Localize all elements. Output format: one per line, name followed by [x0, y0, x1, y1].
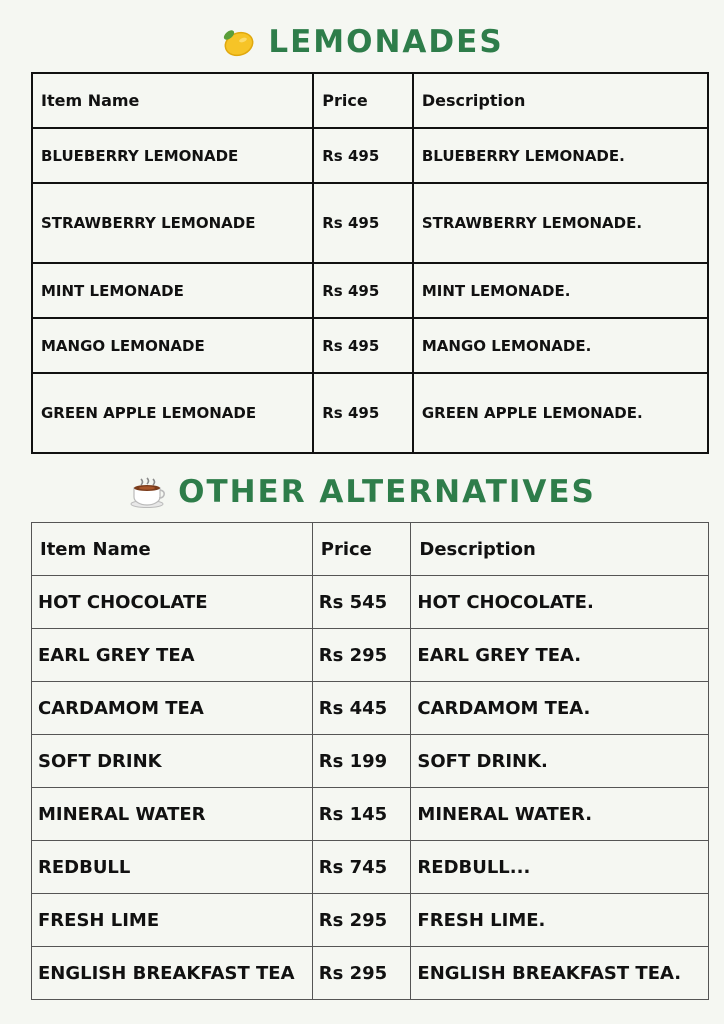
- item-description: ENGLISH BREAKFAST TEA.: [411, 947, 709, 1000]
- table-row: [32, 735, 709, 788]
- column-header-item-name: Item Name: [32, 523, 313, 576]
- column-header-price: Price: [313, 73, 413, 128]
- table-row: [32, 788, 709, 841]
- table-row: [32, 894, 709, 947]
- item-name: STRAWBERRY LEMONADE: [32, 183, 313, 263]
- item-name: MINT LEMONADE: [32, 263, 313, 318]
- item-name: BLUEBERRY LEMONADE: [32, 128, 313, 183]
- item-description: EARL GREY TEA.: [411, 629, 709, 682]
- item-price: Rs 445: [312, 682, 411, 735]
- item-description: CARDAMOM TEA.: [411, 682, 709, 735]
- lemonades-title: LEMONADES: [268, 24, 504, 60]
- column-header-price: Price: [312, 523, 411, 576]
- item-name: CARDAMOM TEA: [32, 682, 313, 735]
- item-description: HOT CHOCOLATE.: [411, 576, 709, 629]
- column-header-description: Description: [411, 523, 709, 576]
- item-price: Rs 199: [312, 735, 411, 788]
- item-name: GREEN APPLE LEMONADE: [32, 373, 313, 453]
- item-name: MANGO LEMONADE: [32, 318, 313, 373]
- item-name: EARL GREY TEA: [32, 629, 313, 682]
- table-row: [32, 947, 709, 1000]
- item-price: Rs 495: [313, 128, 413, 183]
- table-row: [32, 576, 709, 629]
- item-price: Rs 495: [313, 183, 413, 263]
- item-description: REDBULL...: [411, 841, 709, 894]
- alternatives-title: OTHER ALTERNATIVES: [178, 474, 596, 510]
- item-price: Rs 145: [312, 788, 411, 841]
- table-row: [32, 183, 708, 263]
- hot-beverage-icon: [128, 475, 166, 509]
- item-price: Rs 495: [313, 373, 413, 453]
- item-description: SOFT DRINK.: [411, 735, 709, 788]
- item-price: Rs 295: [312, 629, 411, 682]
- item-name: REDBULL: [32, 841, 313, 894]
- item-description: STRAWBERRY LEMONADE.: [413, 183, 708, 263]
- item-description: MANGO LEMONADE.: [413, 318, 708, 373]
- item-description: MINT LEMONADE.: [413, 263, 708, 318]
- table-row: [32, 373, 708, 453]
- item-name: ENGLISH BREAKFAST TEA: [32, 947, 313, 1000]
- item-description: FRESH LIME.: [411, 894, 709, 947]
- alternatives-table: [31, 522, 709, 1000]
- lemonades-heading: [0, 22, 724, 62]
- table-row: [32, 128, 708, 183]
- item-description: MINERAL WATER.: [411, 788, 709, 841]
- lemonades-table: [31, 72, 709, 454]
- table-header-row: [32, 73, 708, 128]
- item-price: Rs 545: [312, 576, 411, 629]
- table-row: [32, 318, 708, 373]
- column-header-item-name: Item Name: [32, 73, 313, 128]
- item-description: GREEN APPLE LEMONADE.: [413, 373, 708, 453]
- table-header-row: [32, 523, 709, 576]
- item-description: BLUEBERRY LEMONADE.: [413, 128, 708, 183]
- item-price: Rs 495: [313, 263, 413, 318]
- table-row: [32, 629, 709, 682]
- item-name: SOFT DRINK: [32, 735, 313, 788]
- table-row: [32, 841, 709, 894]
- item-price: Rs 495: [313, 318, 413, 373]
- item-name: HOT CHOCOLATE: [32, 576, 313, 629]
- lemon-icon: [220, 26, 256, 58]
- table-row: [32, 682, 709, 735]
- item-name: MINERAL WATER: [32, 788, 313, 841]
- table-row: [32, 263, 708, 318]
- item-price: Rs 745: [312, 841, 411, 894]
- item-price: Rs 295: [312, 947, 411, 1000]
- column-header-description: Description: [413, 73, 708, 128]
- item-price: Rs 295: [312, 894, 411, 947]
- item-name: FRESH LIME: [32, 894, 313, 947]
- alternatives-heading: [0, 472, 724, 512]
